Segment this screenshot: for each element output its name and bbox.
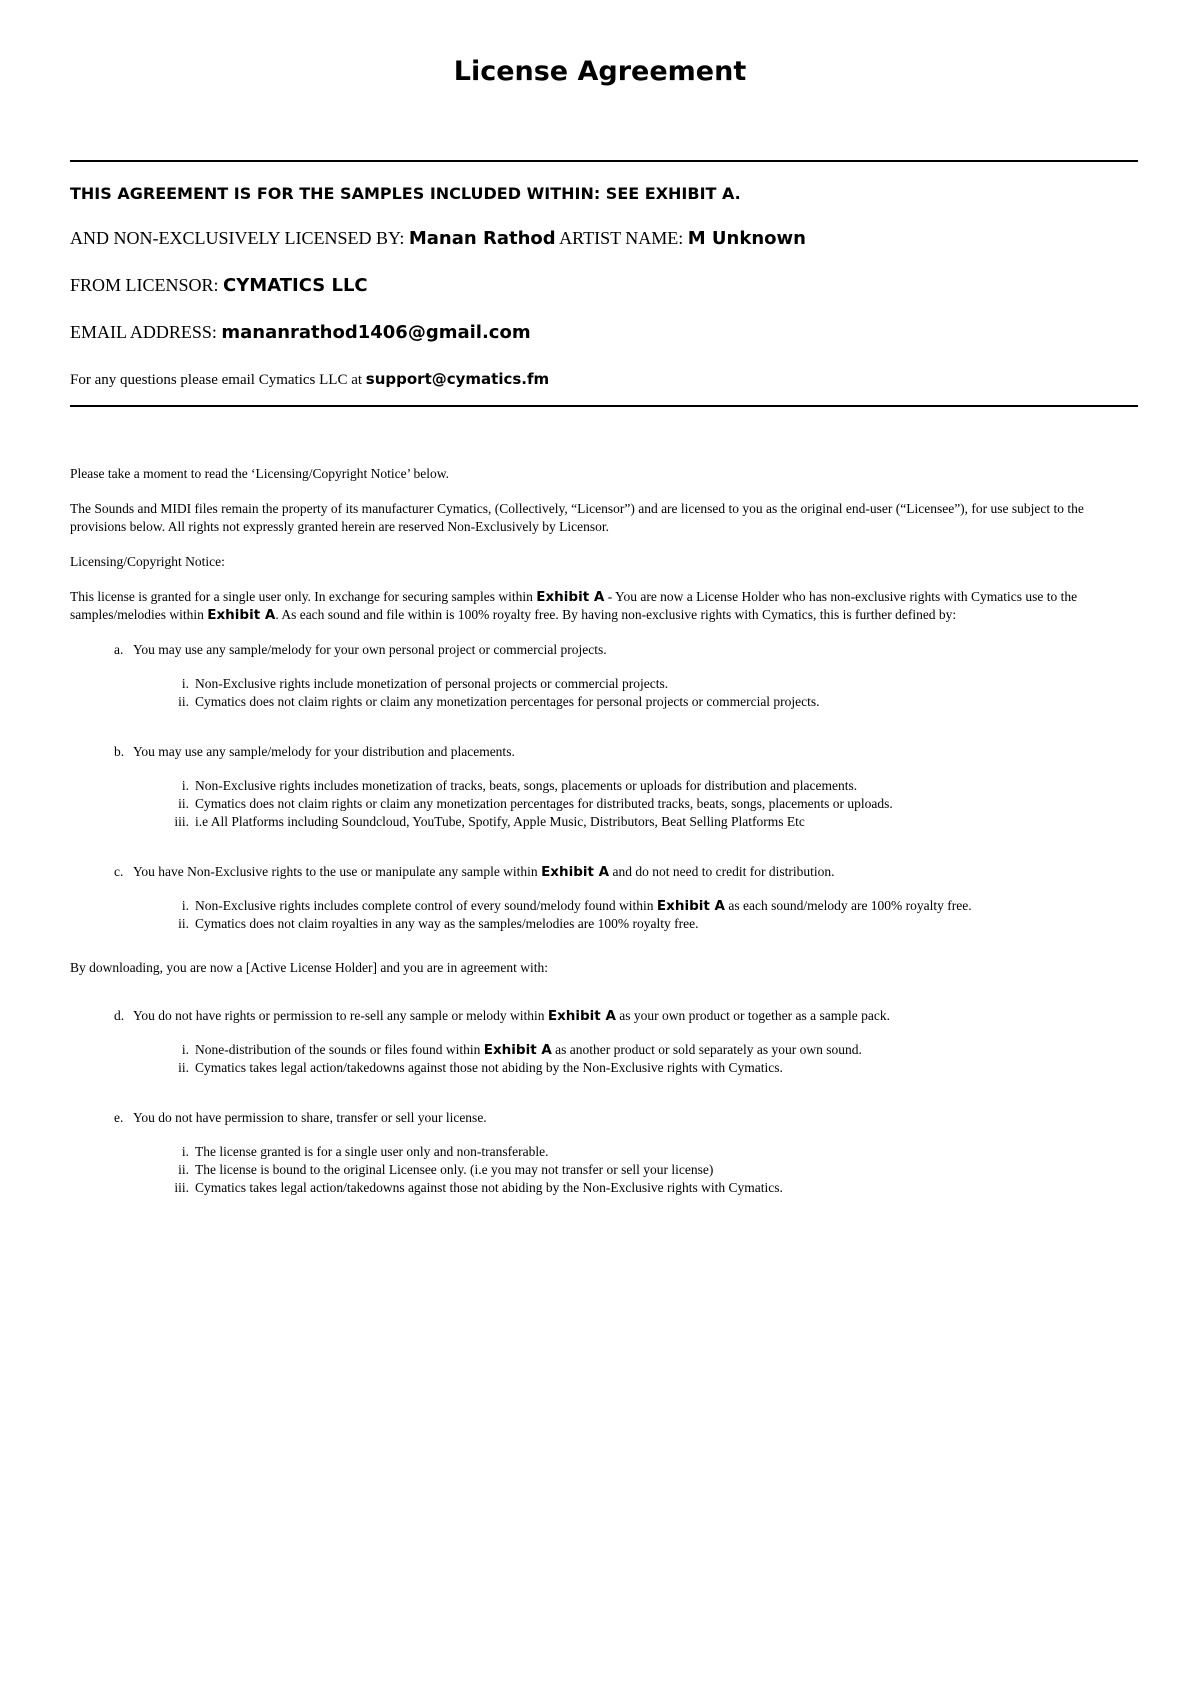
licensor-line (70, 275, 368, 296)
list-item: i. Non-Exclusive rights includes complete control of every sound/melody found within Exhibit A as each sound/melody are 100% royalty free. (181, 898, 972, 914)
licensor-label: FROM LICENSOR: (70, 275, 219, 295)
bottom-divider (70, 405, 1138, 407)
licensee-email: mananrathod1406@gmail.com (221, 322, 531, 343)
email-label: EMAIL ADDRESS: (70, 322, 217, 342)
list-item: ii. Cymatics does not claim rights or claim any monetization percentages for distributed tracks, beats, songs, placements or uploads. (178, 796, 893, 811)
email-line (70, 322, 531, 343)
section-e: e. You do not have permission to share, transfer or sell your license. i. The license granted is for a single user only and non-transferable. ii. The license is bound to the original Licensee only. (i.e you may not transfer or sell your license) iii. Cymatics takes legal action/takedowns against those not abiding by the Non-Exclusive rights with Cymatics. (70, 1109, 1138, 1197)
exhibit-ref: Exhibit A (547, 1008, 616, 1024)
intro-paragraph: Please take a moment to read the ‘Licensing/Copyright Notice’ below. (70, 466, 450, 481)
restrictions-list (70, 1007, 1138, 1197)
list-item: i. The license granted is for a single user only and non-transferable. (181, 1144, 549, 1159)
list-item: i. None-distribution of the sounds or files found within Exhibit A as another product or sold separately as your own sound. (181, 1042, 862, 1058)
licensed-by-line (70, 228, 806, 249)
artist-name: M Unknown (687, 228, 806, 249)
section-c: c. You have Non-Exclusive rights to the use or manipulate any sample within Exhibit A and do not need to credit for distribution. i. Non-Exclusive rights includes complete control of every sound/melody found within Exhibit A as each sound/melody are 100% royalty free. ii. Cymatics does not claim royalties in any way as the samples/melodies are 100% royalty free. (70, 863, 1138, 933)
rights-list (70, 641, 1138, 933)
list-item: ii. Cymatics takes legal action/takedowns against those not abiding by the Non-Exclusive rights with Cymatics. (178, 1060, 783, 1075)
list-item: ii. Cymatics does not claim rights or claim any monetization percentages for personal projects or commercial projects. (178, 694, 820, 709)
agreement-intro: By downloading, you are now a [Active License Holder] and you are in agreement with: (70, 960, 548, 975)
agreement-line: THIS AGREEMENT IS FOR THE SAMPLES INCLUDED WITHIN: SEE EXHIBIT A. (70, 184, 741, 203)
exhibit-ref: Exhibit A (541, 864, 610, 880)
license-body (70, 465, 1138, 1215)
document-title: License Agreement (453, 56, 747, 87)
licensee-name: Manan Rathod (408, 228, 556, 249)
exhibit-ref: Exhibit A (656, 898, 725, 914)
section-d: d. You do not have rights or permission to re-sell any sample or melody within Exhibit A as your own product or together as a sample pack. i. None-distribution of the sounds or files found within Exhibit A as another product or sold separately as your own sound. ii. Cymatics takes legal action/takedowns against those not abiding by the Non-Exclusive rights with Cymatics. (70, 1007, 1138, 1091)
grant-paragraph: This license is granted for a single user only. In exchange for securing samples within Exhibit A - You are now a License Holder who has non-exclusive rights with Cymatics use to the samples/melodies within Exhibit A. As each sound and file within is 100% royalty free. By having non-exclusive rights with Cymatics, this is further defined by: (70, 589, 1078, 623)
notice-heading: Licensing/Copyright Notice: (70, 554, 225, 569)
section-b: b. You may use any sample/melody for your distribution and placements. i. Non-Exclusive rights includes monetization of tracks, beats, songs, placements or uploads for distribution and placements. ii. Cymatics does not claim rights or claim any monetization percentages for distributed tracks, beats, songs, placements or uploads. iii. i.e All Platforms including Soundcloud, YouTube, Spotify, Apple Music, Distributors, Beat Selling Platforms Etc (70, 743, 1138, 845)
exhibit-ref: Exhibit A (536, 589, 605, 605)
list-item: ii. Cymatics does not claim royalties in any way as the samples/melodies are 100% royalty free. (178, 916, 699, 931)
list-item: ii. The license is bound to the original Licensee only. (i.e you may not transfer or sell your license) (178, 1162, 714, 1177)
exhibit-ref: Exhibit A (207, 607, 276, 623)
list-item: i. Non-Exclusive rights include monetization of personal projects or commercial projects. (181, 676, 669, 691)
section-a: a. You may use any sample/melody for your own personal project or commercial projects. i. Non-Exclusive rights include monetization of personal projects or commercial projects. ii. Cymatics does not claim rights or claim any monetization percentages for personal projects or commercial projects. (70, 641, 1138, 725)
property-paragraph: The Sounds and MIDI files remain the property of its manufacturer Cymatics, (Collectively, “Licensor”) and are licensed to you as the original end-user (“Licensee”), for use subject to the provisions below. All rights not expressly granted herein are reserved Non-Exclusively by Licensor. (70, 501, 1084, 534)
artist-name-label: ARTIST NAME: (559, 228, 684, 248)
list-item: i. Non-Exclusive rights includes monetization of tracks, beats, songs, placements or uploads for distribution and placements. (181, 778, 858, 793)
licensor-name: CYMATICS LLC (223, 275, 368, 296)
exhibit-ref: Exhibit A (483, 1042, 552, 1058)
questions-text: For any questions please email Cymatics LLC at (70, 372, 363, 388)
support-email-link[interactable]: support@cymatics.fm (365, 370, 550, 388)
questions-line (70, 370, 549, 389)
top-divider (70, 160, 1138, 162)
list-item: iii. Cymatics takes legal action/takedowns against those not abiding by the Non-Exclusive rights with Cymatics. (174, 1180, 783, 1195)
licensed-by-label: AND NON-EXCLUSIVELY LICENSED BY: (70, 228, 405, 248)
list-item: iii. i.e All Platforms including Soundcloud, YouTube, Spotify, Apple Music, Distributors, Beat Selling Platforms Etc (174, 814, 805, 829)
